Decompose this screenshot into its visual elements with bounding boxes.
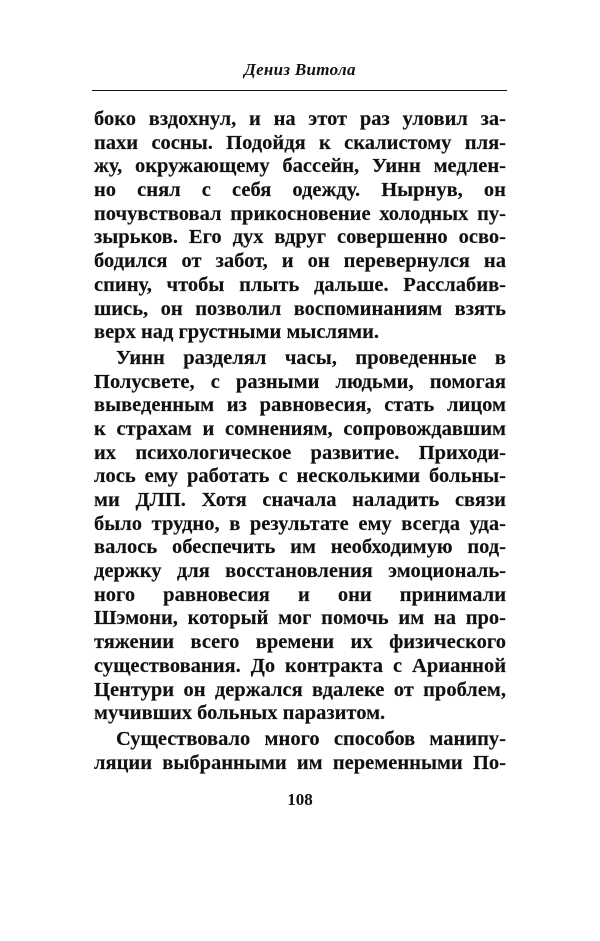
text-line: почувствовал прикосновение холодных пу- — [94, 202, 506, 225]
text-line: ми ДЛП. Хотя сначала наладить связи — [94, 489, 506, 511]
text-line: их психологическое развитие. Приходи- — [94, 441, 506, 464]
text-line: Уинн разделял часы, проведенные в — [116, 346, 506, 369]
text-line: существования. До контракта с Арианной — [94, 654, 506, 677]
text-line: жу, окружающему бассейн, Уинн медлен- — [94, 155, 506, 178]
text-line: ного равновесия и они принимали — [94, 583, 506, 606]
text-line: но снял с себя одежду. Нырнув, он — [94, 179, 506, 202]
header-rule — [92, 90, 507, 91]
paragraph — [94, 728, 506, 775]
running-title: Дениз Витола — [244, 60, 356, 79]
text-line: держку для восстановления эмоциональ- — [94, 560, 506, 583]
text-line: было трудно, в результате ему всегда уда- — [94, 512, 506, 535]
paragraph — [94, 347, 506, 726]
text-line: к страхам и сомнениям, сопровождавшим — [94, 417, 506, 440]
text-line: Шэмони, который мог помочь им на про- — [94, 607, 506, 630]
text-line: боко вздохнул, и на этот раз уловил за- — [94, 108, 506, 130]
text-line: верх над грустными мыслями. — [94, 321, 380, 344]
text-line: Существовало много способов манипу- — [116, 727, 506, 750]
text-line: валось обеспечить им необходимую под- — [94, 536, 506, 559]
text-line: бодился от забот, и он перевернулся на — [94, 250, 506, 273]
text-line: Полусвете, с разными людьми, помогая — [94, 370, 506, 393]
text-line: спину, чтобы плыть дальше. Расслабив- — [94, 273, 506, 296]
page-number: 108 — [287, 790, 313, 809]
text-line: Центури он держался вдалеке от проблем, — [94, 678, 506, 701]
text-line: пахи сосны. Подойдя к скалистому пля- — [94, 131, 506, 154]
text-line: тяжении всего времени их физического — [94, 631, 506, 654]
text-line: выведенным из равновесия, стать лицом — [94, 394, 506, 417]
text-line: ляции выбранными им переменными По- — [94, 751, 506, 774]
text-line: зырьков. Его дух вдруг совершенно осво- — [94, 226, 506, 249]
text-line: лось ему работать с несколькими больны- — [94, 465, 506, 488]
body-text — [94, 108, 506, 775]
text-line: мучивших больных паразитом. — [94, 702, 386, 725]
paragraph — [94, 108, 506, 345]
text-line: шись, он позволил воспоминаниям взять — [94, 297, 506, 320]
